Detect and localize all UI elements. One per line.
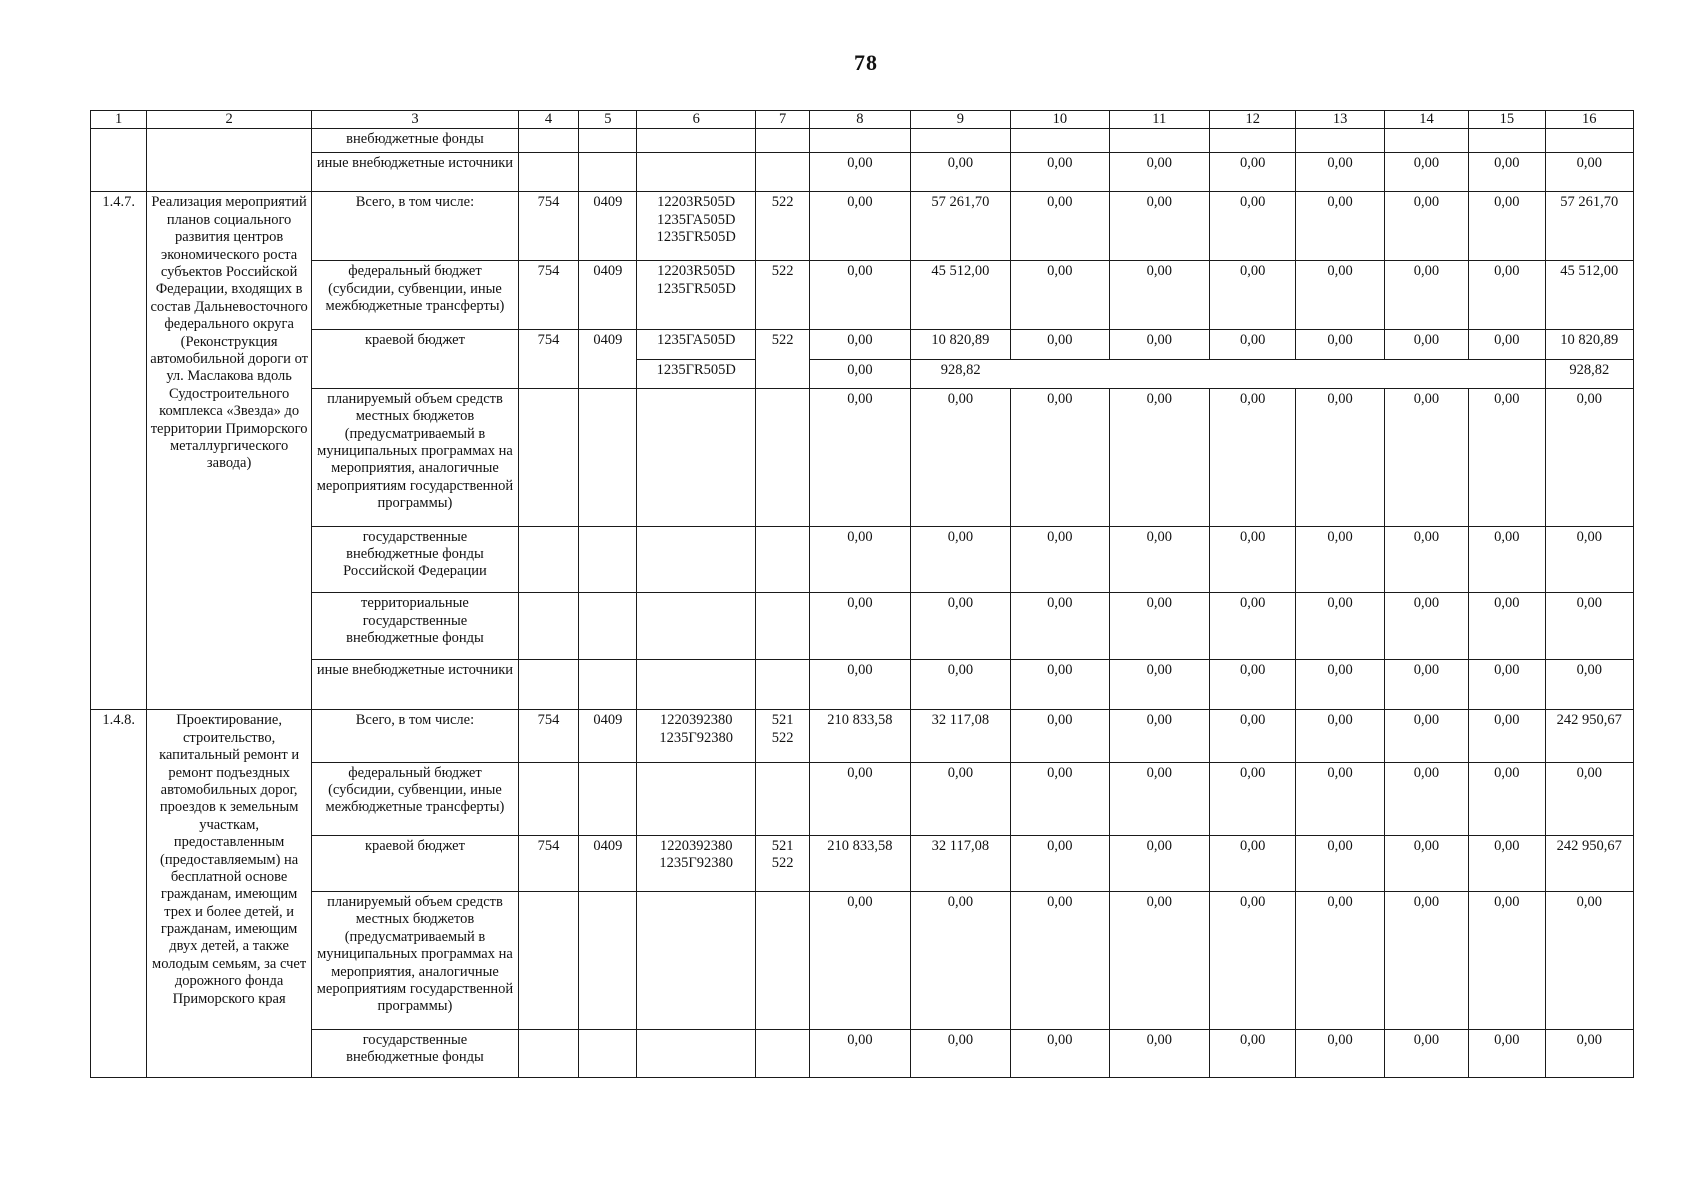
column-number-row [91,111,1634,129]
value-cell: 0,00 [1210,261,1296,330]
value-cell: 0,00 [1296,710,1384,762]
value-cell: 45 512,00 [910,261,1010,330]
value-cell: 0,00 [1469,835,1545,891]
value-cell: 0,00 [1109,762,1209,835]
value-cell: 0,00 [1469,261,1545,330]
value-cell: 57 261,70 [910,192,1010,261]
col-header: 2 [147,111,312,129]
value-cell: 0,00 [1469,330,1545,359]
value-cell: 0,00 [1469,526,1545,593]
value-cell: 0,00 [810,526,910,593]
value-cell: 928,82 [1545,359,1634,388]
code-cell: 754 [518,261,578,330]
value-cell: 0,00 [1210,192,1296,261]
col-header: 12 [1210,111,1296,129]
value-cell: 0,00 [810,1029,910,1077]
value-cell: 0,00 [1469,762,1545,835]
kbk-code: 1235ГА505D [656,211,736,228]
value-cell: 0,00 [1545,1029,1634,1077]
value-cell: 0,00 [1384,1029,1468,1077]
kbk-code: 1220392380 [659,837,733,854]
value-cell: 0,00 [1469,710,1545,762]
kbk-code: 1220392380 [659,712,733,729]
kbk-code: 1235ГR505D [656,229,736,246]
value-cell: 10 820,89 [1545,330,1634,359]
col-header: 10 [1011,111,1109,129]
page-number: 78 [854,50,878,75]
value-cell: 928,82 [910,359,1010,388]
value-cell: 0,00 [1384,261,1468,330]
kbk-code: 1235Г92380 [659,855,734,872]
code-cell: 522 [755,192,809,261]
source-label: территориальные государственные внебюджетные фонды [311,593,518,660]
source-label: краевой бюджет [311,835,518,891]
code-cell: 0409 [579,835,637,891]
value-cell: 0,00 [1545,892,1634,1030]
code-cell: 754 [518,710,578,762]
value-cell: 0,00 [1109,593,1209,660]
value-cell: 0,00 [1545,762,1634,835]
value-cell: 0,00 [1469,660,1545,710]
source-label: Всего, в том числе: [311,192,518,261]
value-cell: 0,00 [810,892,910,1030]
table-row [91,762,1634,835]
value-cell: 0,00 [1109,192,1209,261]
value-cell: 0,00 [1210,152,1296,192]
value-cell: 0,00 [1469,1029,1545,1077]
vr-code: 521 [771,837,794,854]
value-cell: 0,00 [1109,660,1209,710]
code-cell: 522 [755,261,809,330]
code-cell: 754 [518,192,578,261]
table-row [91,152,1634,192]
code-cell [755,835,809,891]
code-cell: 0409 [579,710,637,762]
value-cell: 32 117,08 [910,835,1010,891]
value-cell: 0,00 [1296,593,1384,660]
table-row [91,660,1634,710]
item-name: Проектирование, строительство, капитальный ремонт и ремонт подъездных автомобильных дорог, проездов к земельным участкам, предоставленным (предоставляемым) на бесплатной основе гражданам, имеющим трех и более детей, и гражданам, имеющим двух детей, а также молодым семьям, за счет дорожного фонда Приморского края [147,710,312,1078]
source-label: внебюджетные фонды [311,129,518,152]
value-cell: 0,00 [1469,593,1545,660]
value-cell: 0,00 [1011,261,1109,330]
col-header: 7 [755,111,809,129]
source-label: федеральный бюджет (субсидии, субвенции, иные межбюджетные трансферты) [311,762,518,835]
kbk-code: 12203R505D [657,194,736,211]
value-cell: 0,00 [1469,388,1545,526]
value-cell: 0,00 [1109,261,1209,330]
source-label: планируемый объем средств местных бюджетов (предусматриваемый в муниципальных программах на мероприятия, аналогичные мероприятиям государственной программы) [311,388,518,526]
source-label: государственные внебюджетные фонды Российской Федерации [311,526,518,593]
item-number: 1.4.8. [91,710,147,1078]
value-cell: 242 950,67 [1545,710,1634,762]
value-cell: 0,00 [1545,388,1634,526]
value-cell: 0,00 [1011,892,1109,1030]
value-cell: 0,00 [1545,660,1634,710]
value-cell: 0,00 [810,762,910,835]
value-cell: 0,00 [1384,192,1468,261]
value-cell: 0,00 [1210,526,1296,593]
value-cell: 0,00 [1011,526,1109,593]
col-header: 16 [1545,111,1634,129]
value-cell: 0,00 [1545,526,1634,593]
value-cell: 0,00 [1384,710,1468,762]
col-header: 15 [1469,111,1545,129]
value-cell: 0,00 [810,192,910,261]
code-cell: 754 [518,330,578,388]
col-header: 9 [910,111,1010,129]
col-header: 3 [311,111,518,129]
value-cell: 0,00 [1210,762,1296,835]
code-cell [637,710,756,762]
value-cell: 0,00 [1296,526,1384,593]
value-cell: 0,00 [810,330,910,359]
value-cell: 0,00 [1011,388,1109,526]
value-cell: 0,00 [1384,660,1468,710]
code-cell: 0409 [579,261,637,330]
value-cell: 210 833,58 [810,835,910,891]
code-cell: 754 [518,835,578,891]
value-cell: 0,00 [1210,892,1296,1030]
value-cell: 0,00 [1384,526,1468,593]
value-cell: 0,00 [1384,762,1468,835]
value-cell: 0,00 [1384,593,1468,660]
code-cell: 0409 [579,192,637,261]
value-cell: 0,00 [1545,152,1634,192]
value-cell: 0,00 [910,660,1010,710]
source-label: Всего, в том числе: [311,710,518,762]
value-cell: 0,00 [1296,192,1384,261]
value-cell: 0,00 [1011,660,1109,710]
col-header: 11 [1109,111,1209,129]
table-row [91,710,1634,762]
vr-code: 521 [771,712,794,729]
value-cell: 0,00 [1011,710,1109,762]
value-cell: 210 833,58 [810,710,910,762]
code-cell: 522 [755,330,809,388]
value-cell: 0,00 [1210,388,1296,526]
value-cell: 0,00 [910,152,1010,192]
value-cell: 0,00 [1469,152,1545,192]
value-cell: 0,00 [810,593,910,660]
value-cell: 0,00 [1109,710,1209,762]
value-cell: 0,00 [1210,593,1296,660]
table-row [91,129,1634,152]
source-label: иные внебюджетные источники [311,152,518,192]
source-label: государственные внебюджетные фонды [311,1029,518,1077]
value-cell: 0,00 [1296,835,1384,891]
value-cell: 0,00 [1210,710,1296,762]
kbk-code: 12203R505D [657,263,736,280]
value-cell: 0,00 [910,1029,1010,1077]
table-row [91,593,1634,660]
code-cell: 1235ГА505D [637,330,756,359]
value-cell: 0,00 [1296,261,1384,330]
value-cell: 57 261,70 [1545,192,1634,261]
table-row [91,388,1634,526]
table-row [91,526,1634,593]
value-cell: 0,00 [1109,330,1209,359]
value-cell: 0,00 [1011,835,1109,891]
col-header: 4 [518,111,578,129]
source-label: планируемый объем средств местных бюджетов (предусматриваемый в муниципальных программах на мероприятия, аналогичные мероприятиям государственной программы) [311,892,518,1030]
value-cell: 0,00 [1011,1029,1109,1077]
value-cell: 0,00 [910,593,1010,660]
value-cell: 0,00 [810,152,910,192]
budget-table [90,110,1634,1078]
col-header: 1 [91,111,147,129]
code-cell [755,710,809,762]
value-cell: 0,00 [1011,152,1109,192]
value-cell: 0,00 [1296,1029,1384,1077]
value-cell: 0,00 [1384,892,1468,1030]
value-cell: 0,00 [910,892,1010,1030]
code-cell [637,192,756,261]
item-number-cell [91,129,147,192]
value-cell: 0,00 [1384,330,1468,359]
vr-code: 522 [771,729,794,746]
table-row [91,330,1634,359]
value-cell: 0,00 [1296,330,1384,359]
col-header: 6 [637,111,756,129]
value-cell: 32 117,08 [910,710,1010,762]
table-row [91,261,1634,330]
value-cell: 0,00 [810,660,910,710]
source-label: краевой бюджет [311,330,518,388]
value-cell: 0,00 [1011,192,1109,261]
table-row [91,1029,1634,1077]
value-cell: 0,00 [1109,526,1209,593]
value-cell: 0,00 [810,261,910,330]
source-label: иные внебюджетные источники [311,660,518,710]
value-cell: 0,00 [1109,835,1209,891]
value-cell: 0,00 [1109,388,1209,526]
value-cell: 0,00 [1210,330,1296,359]
value-cell: 0,00 [1384,388,1468,526]
col-header: 13 [1296,111,1384,129]
value-cell: 0,00 [910,762,1010,835]
value-cell: 0,00 [1296,660,1384,710]
value-cell: 0,00 [1296,388,1384,526]
value-cell: 0,00 [1469,892,1545,1030]
value-cell: 0,00 [1296,762,1384,835]
value-cell: 0,00 [1384,152,1468,192]
value-cell: 0,00 [1109,152,1209,192]
table-row [91,835,1634,891]
value-cell: 0,00 [1296,892,1384,1030]
value-cell: 0,00 [1109,892,1209,1030]
value-cell: 0,00 [1011,593,1109,660]
value-cell: 45 512,00 [1545,261,1634,330]
vr-code: 522 [771,855,794,872]
value-cell: 0,00 [1011,762,1109,835]
value-cell: 0,00 [1545,593,1634,660]
value-cell: 0,00 [1210,660,1296,710]
value-cell: 0,00 [1296,152,1384,192]
value-cell: 0,00 [1210,835,1296,891]
item-name-cell [147,129,312,192]
item-name: Реализация мероприятий планов социального развития центров экономического роста субъектов Российской Федерации, входящих в состав Дальневосточного федерального округа (Реконструкция автомобильной дороги от ул. Маслакова вдоль Судостроительного комплекса «Звезда» до территории Приморского металлургического завода) [147,192,312,710]
value-cell: 0,00 [810,388,910,526]
value-cell: 10 820,89 [910,330,1010,359]
value-cell: 0,00 [810,359,910,388]
col-header: 8 [810,111,910,129]
code-cell: 1235ГR505D [637,359,756,388]
source-label: федеральный бюджет (субсидии, субвенции, иные межбюджетные трансферты) [311,261,518,330]
item-number: 1.4.7. [91,192,147,710]
value-cell: 0,00 [910,388,1010,526]
table-row [91,892,1634,1030]
code-cell [637,835,756,891]
kbk-code: 1235Г92380 [659,729,734,746]
value-cell: 242 950,67 [1545,835,1634,891]
value-cell: 0,00 [1210,1029,1296,1077]
col-header: 14 [1384,111,1468,129]
value-cell: 0,00 [1109,1029,1209,1077]
value-cell: 0,00 [910,526,1010,593]
kbk-code: 1235ГR505D [656,280,736,297]
code-cell: 0409 [579,330,637,388]
value-cell: 0,00 [1011,330,1109,359]
table-row [91,192,1634,261]
code-cell [637,261,756,330]
value-cell: 0,00 [1469,192,1545,261]
value-cell: 0,00 [1384,835,1468,891]
col-header: 5 [579,111,637,129]
